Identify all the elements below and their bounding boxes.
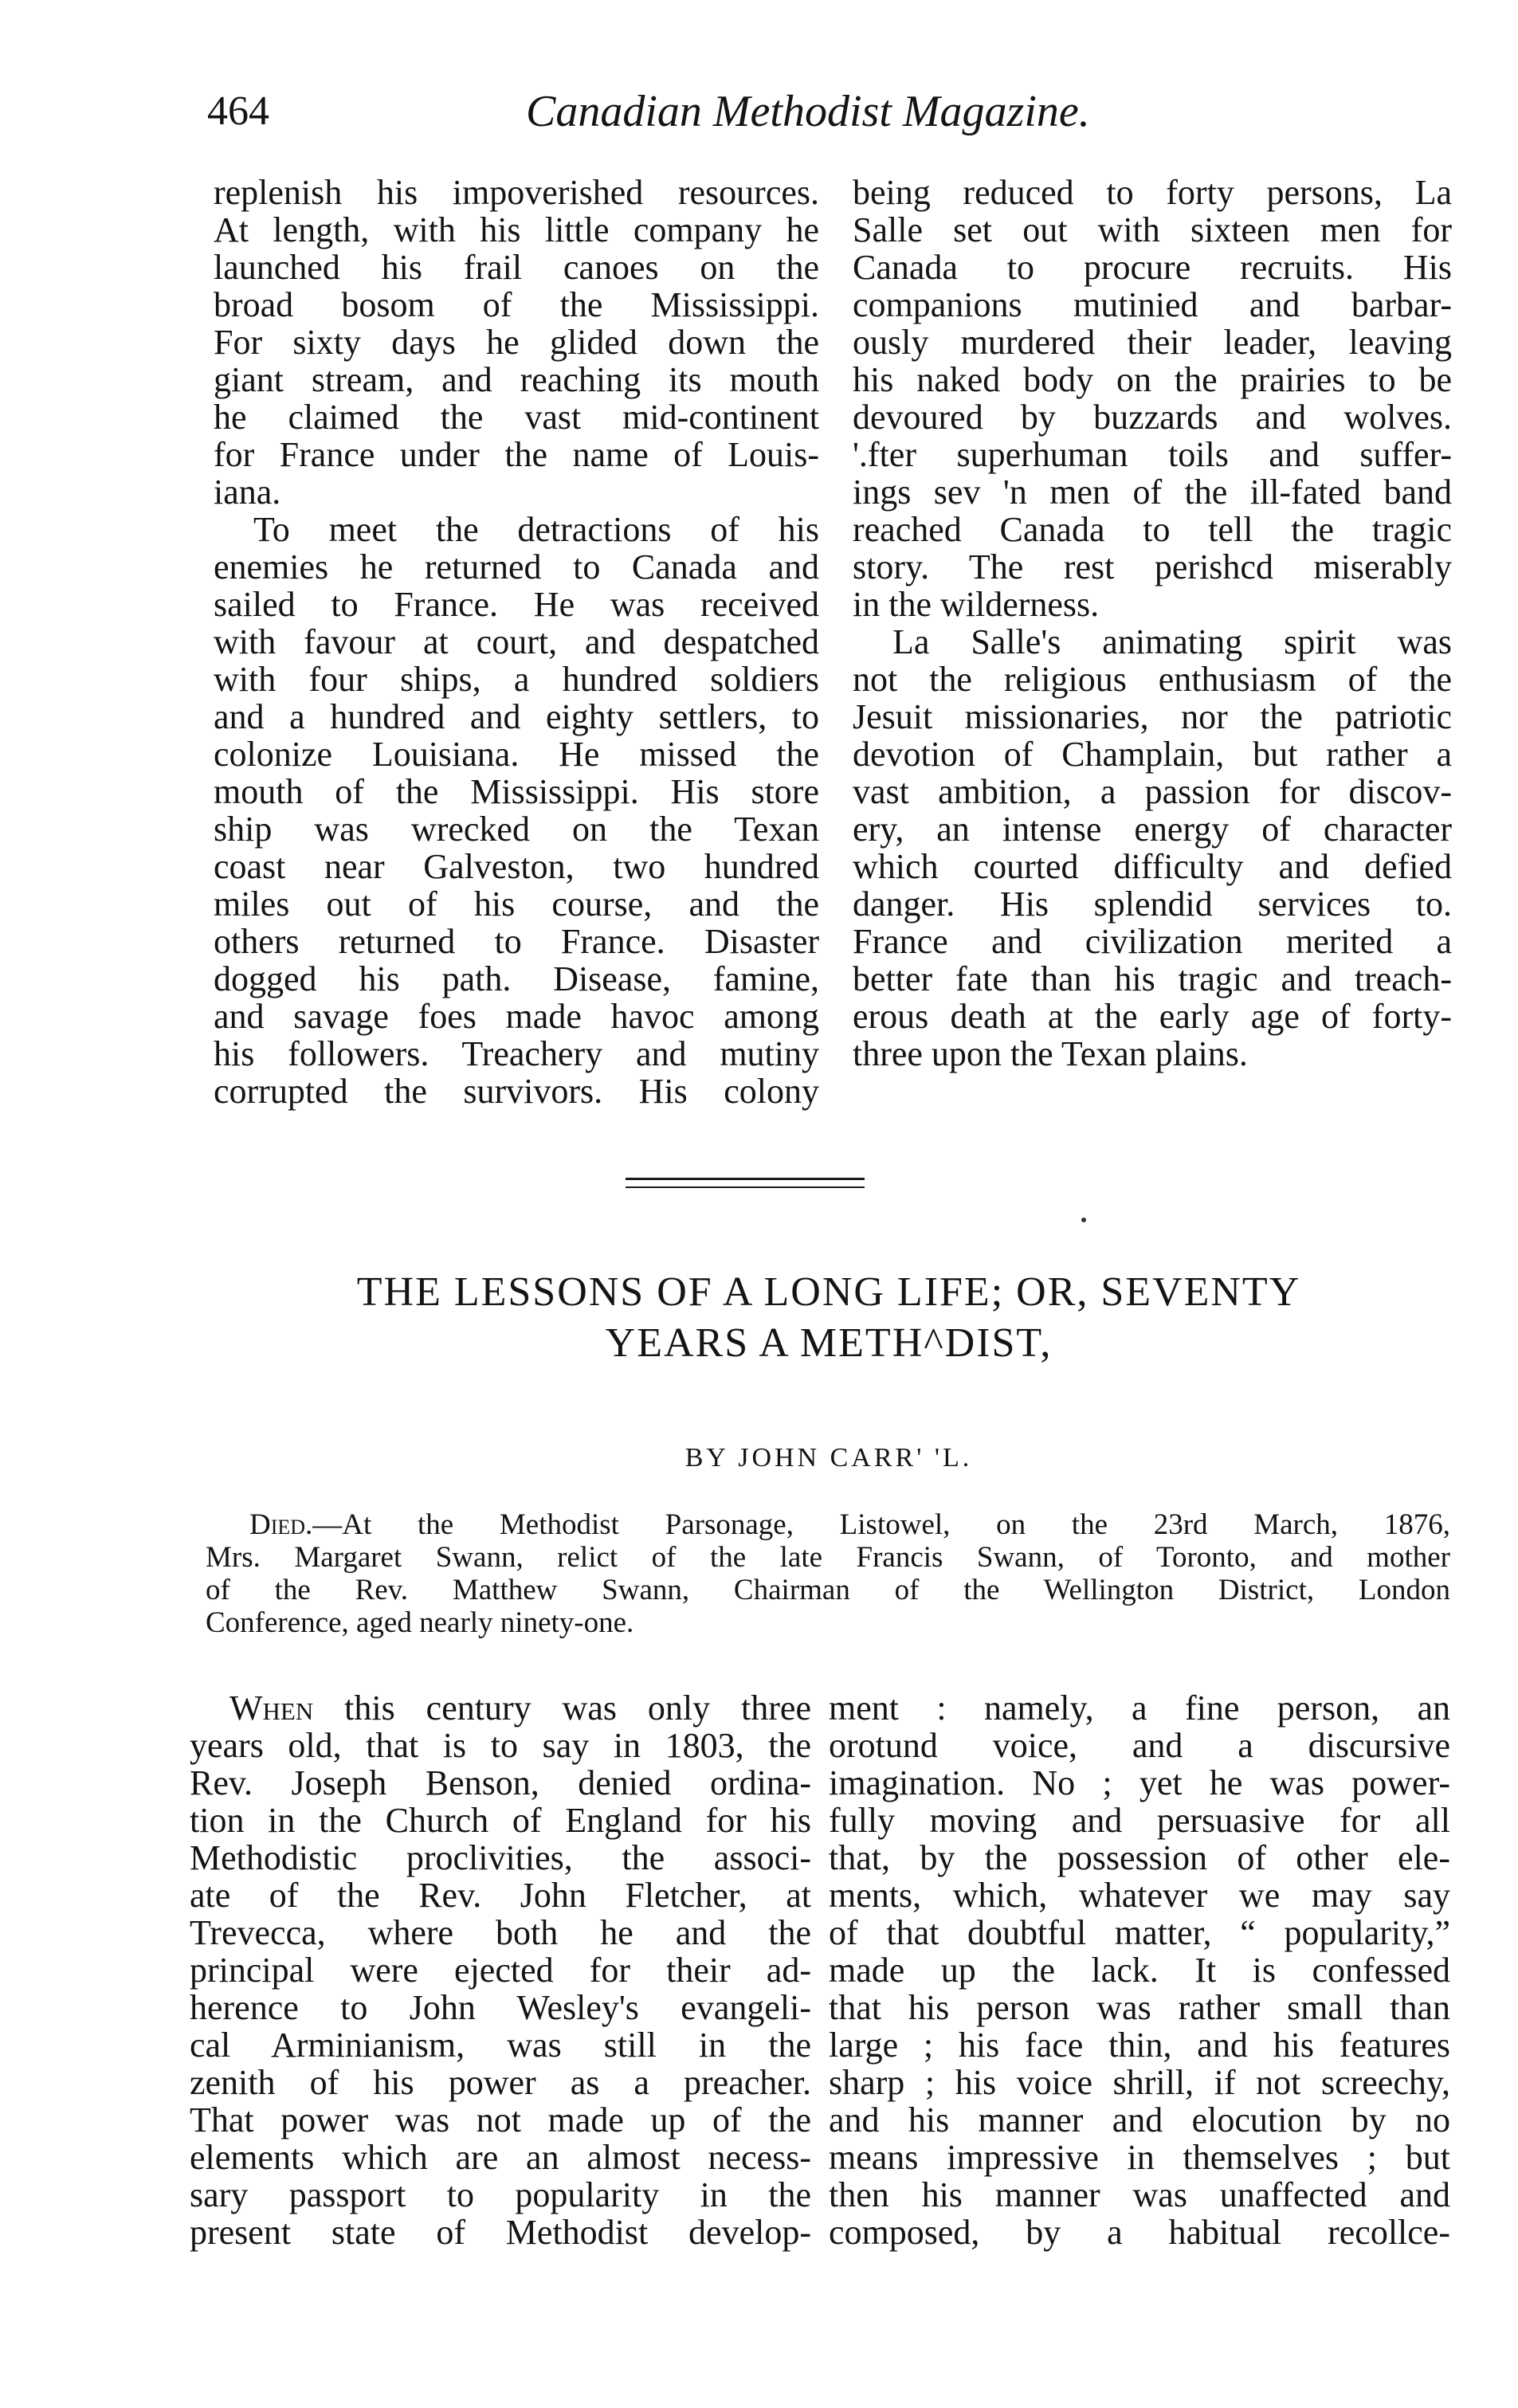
text-line: iana. <box>214 473 281 512</box>
lead-word: When <box>229 1688 314 1728</box>
text-line: and his manner and elocution by no <box>829 2100 1450 2139</box>
print-speck <box>1081 1218 1086 1222</box>
text-line: that, by the possession of other ele- <box>829 1838 1450 1877</box>
text-line: miles out of his course, and the <box>214 884 819 924</box>
text-line: reached Canada to tell the tragic <box>853 510 1452 549</box>
section-divider <box>626 1178 865 1188</box>
divider-rule-bottom <box>626 1186 865 1188</box>
text-line: To meet the detractions of his <box>253 510 819 549</box>
text-line <box>190 1689 811 1727</box>
text-line: he claimed the vast mid-continent <box>214 398 819 437</box>
page-number: 464 <box>207 88 269 134</box>
text-line: principal were ejected for their ad- <box>190 1951 811 1990</box>
text-line: coast near Galveston, two hundred <box>214 847 819 886</box>
text-line: sary passport to popularity in the <box>190 2175 811 2214</box>
text-line: La Salle's animating spirit was <box>892 622 1452 661</box>
text-line: made up the lack. It is confessed <box>829 1951 1450 1990</box>
text-line: Methodistic proclivities, the associ- <box>190 1838 811 1877</box>
text-line: enemies he returned to Canada and <box>214 547 819 586</box>
text-line: with favour at court, and despatched <box>214 622 819 661</box>
text-line: ings sev 'n men of the ill-fated band <box>853 473 1452 512</box>
text-line: his naked body on the prairies to be <box>853 360 1452 399</box>
article-title-line: THE LESSONS OF A LONG LIFE; OR, SEVENTY <box>356 1269 1301 1315</box>
text-line: composed, by a habitual recollce- <box>829 2213 1450 2252</box>
text-line: herence to John Wesley's evangeli- <box>190 1988 811 2027</box>
text-line: imagination. No ; yet he was power- <box>829 1763 1450 1802</box>
article-byline: BY JOHN CARR' 'L. <box>684 1443 973 1473</box>
text-line: Canada to procure recruits. His <box>853 248 1452 287</box>
notice-line <box>206 1508 1450 1541</box>
text-line: present state of Methodist develop- <box>190 2213 811 2252</box>
notice-line: of the Rev. Matthew Swann, Chairman of the Wellington District, London <box>206 1574 1450 1606</box>
text-line: broad bosom of the Mississippi. <box>214 285 819 324</box>
text-line: replenish his impoverished resources. <box>214 173 819 212</box>
text-line: sharp ; his voice shrill, if not screechy, <box>829 2063 1450 2102</box>
text-line: his followers. Treachery and mutiny <box>214 1034 819 1073</box>
text-line: For sixty days he glided down the <box>214 323 819 362</box>
text-line: corrupted the survivors. His colony <box>214 1072 819 1111</box>
notice-lead: Died. <box>249 1508 313 1541</box>
text-line: giant stream, and reaching its mouth <box>214 360 819 399</box>
text-line: not the religious enthusiasm of the <box>853 660 1452 699</box>
text-line: being reduced to forty persons, La <box>853 173 1452 212</box>
text-line: years old, that is to say in 1803, the <box>190 1726 811 1765</box>
text-line: in the wilderness. <box>853 585 1100 624</box>
text-line: means impressive in themselves ; but <box>829 2138 1450 2177</box>
text-line: better fate than his tragic and treach- <box>853 959 1452 998</box>
death-notice <box>206 1508 1450 1639</box>
text-line: sailed to France. He was received <box>214 585 819 624</box>
text-line: others returned to France. Disaster <box>214 922 819 961</box>
article-body-right-column <box>829 1689 1450 2251</box>
text-line: mouth of the Mississippi. His store <box>214 772 819 811</box>
text-line: dogged his path. Disease, famine, <box>214 959 819 998</box>
text-line: cal Arminianism, was still in the <box>190 2026 811 2065</box>
text-line: that his person was rather small than <box>829 1988 1450 2027</box>
text-line: devoured by buzzards and wolves. <box>853 398 1452 437</box>
text-line: Jesuit missionaries, nor the patriotic <box>853 697 1452 736</box>
text-line: ously murdered their leader, leaving <box>853 323 1452 362</box>
text-line-body: this century was only three <box>313 1688 811 1728</box>
notice-line: Conference, aged nearly ninety-one. <box>206 1606 634 1639</box>
text-line: devotion of Champlain, but rather a <box>853 735 1452 774</box>
text-line: elements which are an almost necess- <box>190 2138 811 2177</box>
notice-line: Mrs. Margaret Swann, relict of the late Francis Swann, of Toronto, and mother <box>206 1541 1450 1574</box>
notice-line-text: —At the Methodist Parsonage, Listowel, on the 23rd March, 1876, <box>312 1508 1450 1541</box>
text-line: danger. His splendid services to. <box>853 884 1452 924</box>
text-line: That power was not made up of the <box>190 2100 811 2139</box>
text-line: erous death at the early age of forty- <box>853 997 1452 1036</box>
text-line: launched his frail canoes on the <box>214 248 819 287</box>
text-line: Trevecca, where both he and the <box>190 1913 811 1952</box>
text-line: with four ships, a hundred soldiers <box>214 660 819 699</box>
text-line: orotund voice, and a discursive <box>829 1726 1450 1765</box>
running-head <box>207 80 1450 143</box>
continued-article-right-column <box>853 174 1452 1073</box>
text-line: story. The rest perishcd miserably <box>853 547 1452 586</box>
text-line: France and civilization merited a <box>853 922 1452 961</box>
text-line: which courted difficulty and defied <box>853 847 1452 886</box>
continued-article-left-column <box>214 174 819 1110</box>
text-line: three upon the Texan plains. <box>853 1034 1248 1073</box>
text-line: and savage foes made havoc among <box>214 997 819 1036</box>
text-line: ery, an intense energy of character <box>853 810 1452 849</box>
text-line: then his manner was unaffected and <box>829 2175 1450 2214</box>
text-line: ment : namely, a fine person, an <box>829 1688 1450 1728</box>
text-line: companions mutinied and barbar- <box>853 285 1452 324</box>
journal-title: Canadian Methodist Magazine. <box>526 87 1090 136</box>
divider-rule-top <box>626 1178 865 1180</box>
text-line: ate of the Rev. John Fletcher, at <box>190 1876 811 1915</box>
article-title <box>207 1267 1450 1369</box>
article-title-line: YEARS A METH^DIST, <box>605 1320 1053 1366</box>
text-line: fully moving and persuasive for all <box>829 1801 1450 1840</box>
text-line: and a hundred and eighty settlers, to <box>214 697 819 736</box>
text-line: ship was wrecked on the Texan <box>214 810 819 849</box>
text-line: Salle set out with sixteen men for <box>853 210 1452 249</box>
text-line: vast ambition, a passion for discov- <box>853 772 1452 811</box>
text-line: tion in the Church of England for his <box>190 1801 811 1840</box>
text-line: ments, which, whatever we may say <box>829 1876 1450 1915</box>
text-line: colonize Louisiana. He missed the <box>214 735 819 774</box>
text-line: '.fter superhuman toils and suffer- <box>853 435 1452 474</box>
article-body-left-column <box>190 1689 811 2251</box>
text-line: of that doubtful matter, “ popularity,” <box>829 1913 1450 1952</box>
text-line: large ; his face thin, and his features <box>829 2026 1450 2065</box>
text-line: At length, with his little company he <box>214 210 819 249</box>
text-line: zenith of his power as a preacher. <box>190 2063 811 2102</box>
text-line: for France under the name of Louis- <box>214 435 819 474</box>
text-line: Rev. Joseph Benson, denied ordina- <box>190 1763 811 1802</box>
